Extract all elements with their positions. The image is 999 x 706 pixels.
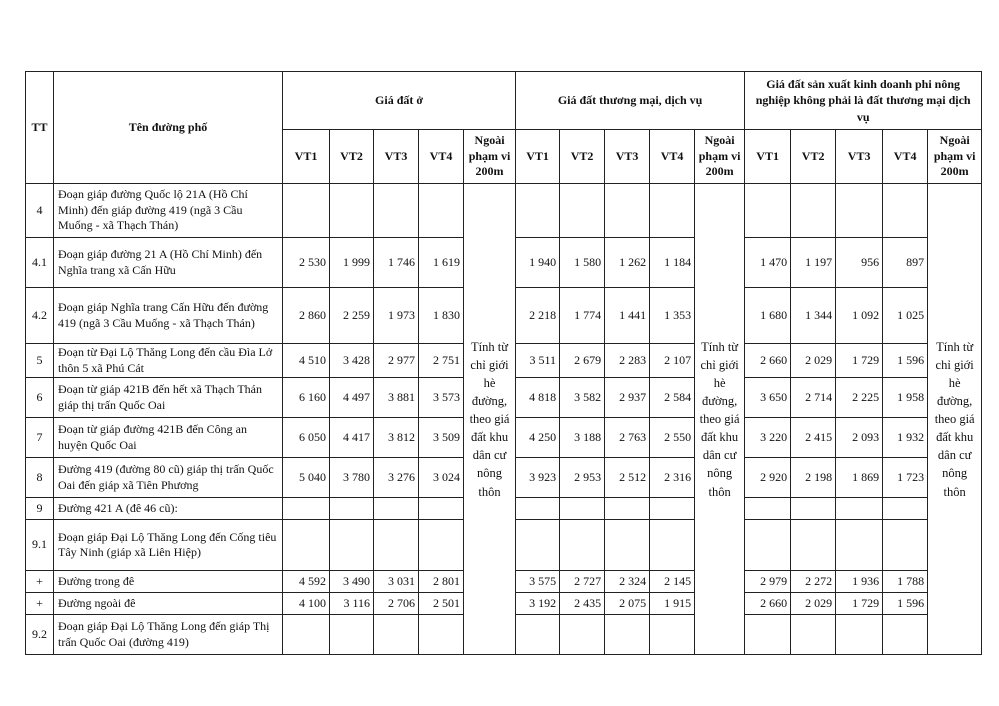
res-vt4-price: [419, 615, 464, 655]
res-vt3-price: 2 977: [374, 344, 419, 378]
prod-vt3-price: 956: [836, 238, 883, 288]
res-vt2-price: 3 490: [330, 571, 374, 593]
res-vt1-price: 2 860: [283, 288, 330, 344]
com-vt4-price: [650, 184, 695, 238]
prod-vt2-price: [791, 615, 836, 655]
prod-vt4-price: 1 596: [883, 344, 928, 378]
com-vt2-price: [560, 498, 605, 520]
row-number: 4.1: [26, 238, 54, 288]
res-vt1-price: 4 592: [283, 571, 330, 593]
row-number: 9.2: [26, 615, 54, 655]
row-number: 4: [26, 184, 54, 238]
header-res-vt3: VT3: [374, 130, 419, 184]
com-vt4-price: [650, 498, 695, 520]
prod-vt3-price: 1 092: [836, 288, 883, 344]
prod-vt2-price: 2 415: [791, 418, 836, 458]
com-vt1-price: [516, 520, 560, 571]
res-vt2-price: 4 497: [330, 378, 374, 418]
street-name: Đường 421 A (đê 46 cũ):: [54, 498, 283, 520]
res-vt4-price: [419, 498, 464, 520]
header-com-vt3: VT3: [605, 130, 650, 184]
res-vt4-price: 3 509: [419, 418, 464, 458]
header-com-outside: Ngoài phạm vi 200m: [695, 130, 745, 184]
street-name: Đoạn giáp đường Quốc lộ 21A (Hồ Chí Minh) đến giáp đường 419 (ngã 3 Cầu Muống - xã Thạch Thán): [54, 184, 283, 238]
com-vt1-price: [516, 498, 560, 520]
res-vt3-price: [374, 498, 419, 520]
com-vt2-price: 1 774: [560, 288, 605, 344]
street-name: Đoạn giáp Đại Lộ Thăng Long đến giáp Thị trấn Quốc Oai (đường 419): [54, 615, 283, 655]
res-vt4-price: 3 024: [419, 458, 464, 498]
res-outside-range-note: Tính từ chỉ giới hè đường, theo giá đất khu dân cư nông thôn: [464, 184, 516, 655]
res-vt1-price: 2 530: [283, 238, 330, 288]
prod-vt3-price: 1 936: [836, 571, 883, 593]
header-com-vt4: VT4: [650, 130, 695, 184]
header-tt: TT: [26, 72, 54, 184]
table-row: [26, 184, 982, 238]
header-com-vt1: VT1: [516, 130, 560, 184]
prod-vt4-price: 1 723: [883, 458, 928, 498]
prod-vt1-price: 3 650: [745, 378, 791, 418]
prod-vt3-price: 2 093: [836, 418, 883, 458]
res-vt3-price: [374, 615, 419, 655]
res-vt3-price: 3 881: [374, 378, 419, 418]
res-vt3-price: 1 973: [374, 288, 419, 344]
prod-vt1-price: 2 660: [745, 593, 791, 615]
prod-outside-range-note: Tính từ chỉ giới hè đường, theo giá đất khu dân cư nông thôn: [928, 184, 982, 655]
res-vt1-price: 5 040: [283, 458, 330, 498]
header-prod-vt2: VT2: [791, 130, 836, 184]
com-vt2-price: [560, 615, 605, 655]
res-vt2-price: 1 999: [330, 238, 374, 288]
prod-vt1-price: 1 470: [745, 238, 791, 288]
com-vt3-price: 2 512: [605, 458, 650, 498]
com-vt2-price: 2 679: [560, 344, 605, 378]
com-vt4-price: 2 584: [650, 378, 695, 418]
res-vt4-price: [419, 520, 464, 571]
res-vt1-price: 4 510: [283, 344, 330, 378]
res-vt2-price: 3 116: [330, 593, 374, 615]
com-vt3-price: 2 763: [605, 418, 650, 458]
header-prod-outside: Ngoài phạm vi 200m: [928, 130, 982, 184]
prod-vt3-price: 1 729: [836, 344, 883, 378]
com-vt3-price: [605, 184, 650, 238]
prod-vt4-price: 1 958: [883, 378, 928, 418]
prod-vt3-price: 1 729: [836, 593, 883, 615]
com-vt3-price: [605, 520, 650, 571]
prod-vt1-price: 2 660: [745, 344, 791, 378]
res-vt3-price: [374, 520, 419, 571]
com-vt2-price: 2 435: [560, 593, 605, 615]
res-vt4-price: 2 751: [419, 344, 464, 378]
res-vt4-price: 1 619: [419, 238, 464, 288]
table-body: [26, 184, 982, 655]
com-outside-range-note: Tính từ chỉ giới hè đường, theo giá đất khu dân cư nông thôn: [695, 184, 745, 655]
row-number: 9.1: [26, 520, 54, 571]
com-vt4-price: 2 316: [650, 458, 695, 498]
prod-vt4-price: 1 932: [883, 418, 928, 458]
prod-vt2-price: 2 198: [791, 458, 836, 498]
prod-vt4-price: [883, 498, 928, 520]
com-vt3-price: 1 441: [605, 288, 650, 344]
com-vt3-price: [605, 498, 650, 520]
res-vt1-price: 6 160: [283, 378, 330, 418]
res-vt2-price: 2 259: [330, 288, 374, 344]
com-vt4-price: 2 107: [650, 344, 695, 378]
com-vt3-price: [605, 615, 650, 655]
res-vt4-price: 2 801: [419, 571, 464, 593]
prod-vt4-price: 1 596: [883, 593, 928, 615]
com-vt2-price: 2 953: [560, 458, 605, 498]
res-vt2-price: [330, 520, 374, 571]
header-res-vt2: VT2: [330, 130, 374, 184]
com-vt2-price: 1 580: [560, 238, 605, 288]
prod-vt3-price: 1 869: [836, 458, 883, 498]
prod-vt3-price: [836, 184, 883, 238]
res-vt2-price: [330, 615, 374, 655]
com-vt4-price: 1 353: [650, 288, 695, 344]
res-vt3-price: [374, 184, 419, 238]
res-vt4-price: 1 830: [419, 288, 464, 344]
street-name: Đoạn giáp Đại Lộ Thăng Long đến Cống tiêu Tây Ninh (giáp xã Liên Hiệp): [54, 520, 283, 571]
com-vt1-price: [516, 615, 560, 655]
prod-vt2-price: [791, 498, 836, 520]
res-vt2-price: 3 428: [330, 344, 374, 378]
header-commercial-price: Giá đất thương mại, dịch vụ: [516, 72, 745, 130]
res-vt3-price: 3 812: [374, 418, 419, 458]
prod-vt4-price: 1 025: [883, 288, 928, 344]
prod-vt3-price: [836, 498, 883, 520]
street-name: Đoạn giáp Nghĩa trang Cấn Hữu đến đường 419 (ngã 3 Cầu Muống - xã Thạch Thán): [54, 288, 283, 344]
prod-vt2-price: 1 344: [791, 288, 836, 344]
res-vt3-price: 3 031: [374, 571, 419, 593]
prod-vt1-price: [745, 184, 791, 238]
prod-vt2-price: 1 197: [791, 238, 836, 288]
prod-vt2-price: [791, 520, 836, 571]
com-vt3-price: 2 075: [605, 593, 650, 615]
street-name: Đường ngoài đê: [54, 593, 283, 615]
street-name: Đường trong đê: [54, 571, 283, 593]
street-name: Đoạn từ giáp 421B đến hết xã Thạch Thán giáp thị trấn Quốc Oai: [54, 378, 283, 418]
com-vt2-price: 2 727: [560, 571, 605, 593]
com-vt1-price: 4 250: [516, 418, 560, 458]
header-prod-vt4: VT4: [883, 130, 928, 184]
row-number: 8: [26, 458, 54, 498]
row-number: +: [26, 571, 54, 593]
row-number: +: [26, 593, 54, 615]
prod-vt4-price: [883, 520, 928, 571]
res-vt3-price: 1 746: [374, 238, 419, 288]
prod-vt4-price: 1 788: [883, 571, 928, 593]
row-number: 6: [26, 378, 54, 418]
com-vt4-price: 2 550: [650, 418, 695, 458]
prod-vt3-price: [836, 520, 883, 571]
res-vt1-price: [283, 520, 330, 571]
prod-vt4-price: [883, 615, 928, 655]
com-vt4-price: 2 145: [650, 571, 695, 593]
header-prod-vt1: VT1: [745, 130, 791, 184]
prod-vt2-price: 2 272: [791, 571, 836, 593]
com-vt1-price: 3 923: [516, 458, 560, 498]
com-vt1-price: 3 192: [516, 593, 560, 615]
row-number: 9: [26, 498, 54, 520]
prod-vt2-price: 2 714: [791, 378, 836, 418]
prod-vt4-price: [883, 184, 928, 238]
com-vt1-price: 1 940: [516, 238, 560, 288]
prod-vt1-price: 2 979: [745, 571, 791, 593]
com-vt1-price: [516, 184, 560, 238]
row-number: 7: [26, 418, 54, 458]
street-name: Đường 419 (đường 80 cũ) giáp thị trấn Quốc Oai đến giáp xã Tiên Phương: [54, 458, 283, 498]
header-street-name: Tên đường phố: [54, 72, 283, 184]
com-vt4-price: 1 184: [650, 238, 695, 288]
com-vt1-price: 4 818: [516, 378, 560, 418]
res-vt1-price: [283, 615, 330, 655]
res-vt4-price: 2 501: [419, 593, 464, 615]
res-vt4-price: [419, 184, 464, 238]
com-vt1-price: 3 575: [516, 571, 560, 593]
prod-vt1-price: [745, 520, 791, 571]
res-vt1-price: [283, 184, 330, 238]
header-res-vt1: VT1: [283, 130, 330, 184]
res-vt3-price: 3 276: [374, 458, 419, 498]
prod-vt2-price: 2 029: [791, 593, 836, 615]
header-residential-price: Giá đất ở: [283, 72, 516, 130]
com-vt2-price: 3 188: [560, 418, 605, 458]
res-vt1-price: 4 100: [283, 593, 330, 615]
res-vt1-price: 6 050: [283, 418, 330, 458]
prod-vt1-price: [745, 615, 791, 655]
prod-vt4-price: 897: [883, 238, 928, 288]
com-vt4-price: [650, 520, 695, 571]
com-vt1-price: 2 218: [516, 288, 560, 344]
street-name: Đoạn từ giáp đường 421B đến Công an huyện Quốc Oai: [54, 418, 283, 458]
street-name: Đoạn giáp đường 21 A (Hồ Chí Minh) đến Nghĩa trang xã Cấn Hữu: [54, 238, 283, 288]
prod-vt1-price: [745, 498, 791, 520]
prod-vt1-price: 1 680: [745, 288, 791, 344]
res-vt2-price: 4 417: [330, 418, 374, 458]
com-vt1-price: 3 511: [516, 344, 560, 378]
res-vt2-price: 3 780: [330, 458, 374, 498]
res-vt2-price: [330, 184, 374, 238]
com-vt2-price: [560, 184, 605, 238]
res-vt2-price: [330, 498, 374, 520]
res-vt4-price: 3 573: [419, 378, 464, 418]
com-vt3-price: 1 262: [605, 238, 650, 288]
row-number: 4.2: [26, 288, 54, 344]
prod-vt1-price: 2 920: [745, 458, 791, 498]
row-number: 5: [26, 344, 54, 378]
com-vt4-price: [650, 615, 695, 655]
com-vt3-price: 2 324: [605, 571, 650, 593]
prod-vt3-price: 2 225: [836, 378, 883, 418]
land-price-table: [25, 71, 982, 655]
com-vt2-price: [560, 520, 605, 571]
header-prod-vt3: VT3: [836, 130, 883, 184]
header-res-outside: Ngoài phạm vi 200m: [464, 130, 516, 184]
res-vt3-price: 2 706: [374, 593, 419, 615]
header-res-vt4: VT4: [419, 130, 464, 184]
com-vt3-price: 2 283: [605, 344, 650, 378]
prod-vt3-price: [836, 615, 883, 655]
prod-vt2-price: 2 029: [791, 344, 836, 378]
com-vt4-price: 1 915: [650, 593, 695, 615]
header-com-vt2: VT2: [560, 130, 605, 184]
prod-vt1-price: 3 220: [745, 418, 791, 458]
street-name: Đoạn từ Đại Lộ Thăng Long đến cầu Đìa Lở thôn 5 xã Phú Cát: [54, 344, 283, 378]
prod-vt2-price: [791, 184, 836, 238]
header-production-price: Giá đất sản xuất kinh doanh phi nông nghiệp không phải là đất thương mại dịch vụ: [745, 72, 982, 130]
com-vt3-price: 2 937: [605, 378, 650, 418]
com-vt2-price: 3 582: [560, 378, 605, 418]
res-vt1-price: [283, 498, 330, 520]
